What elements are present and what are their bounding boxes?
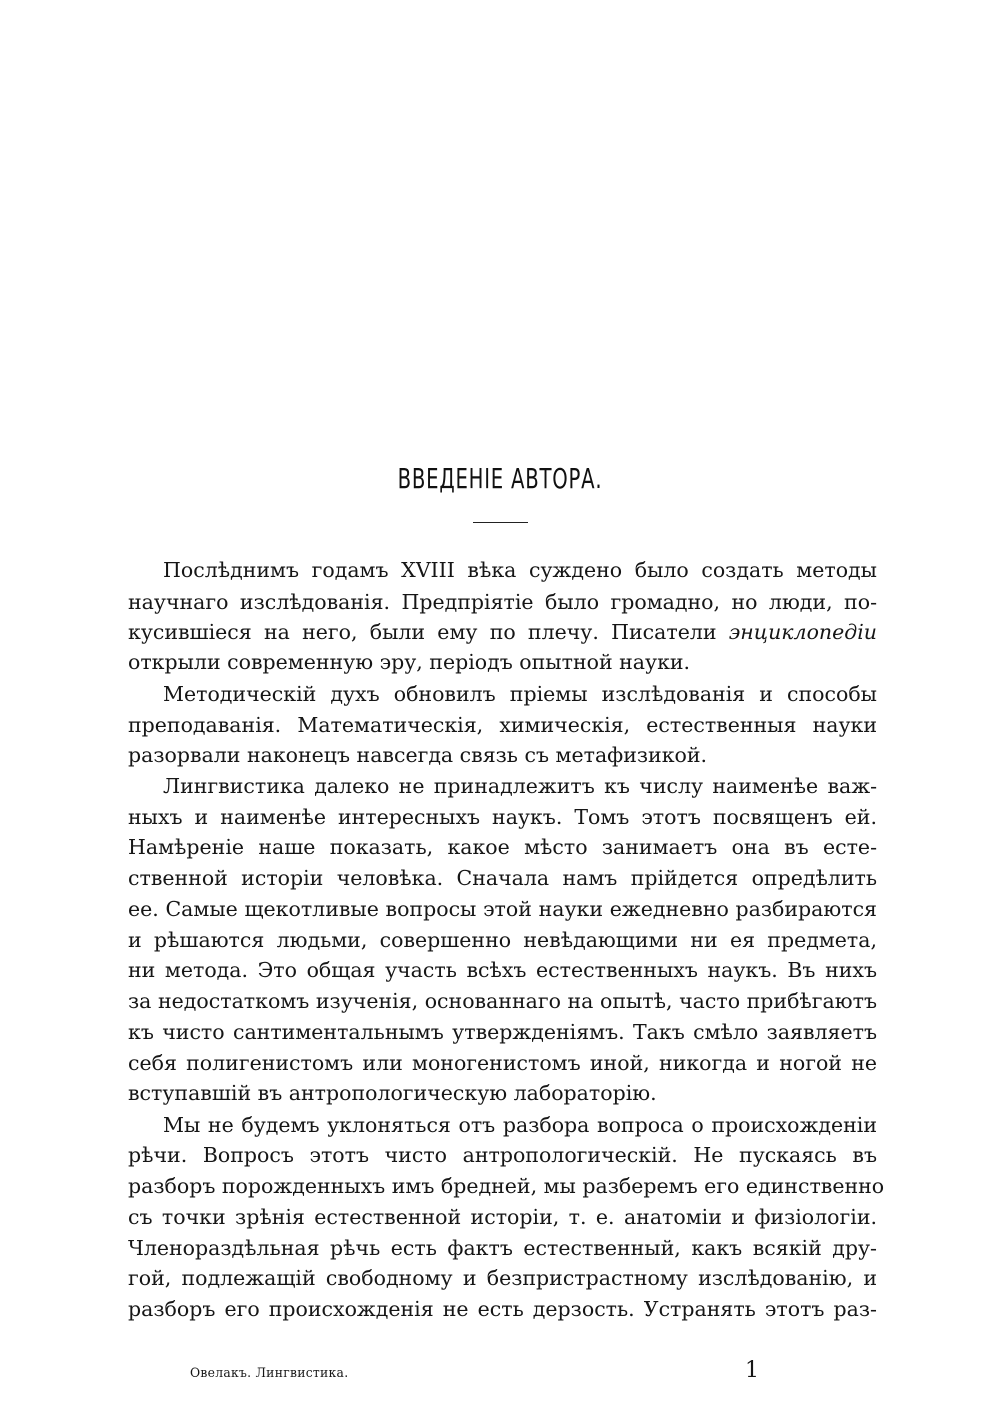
text-line: и рѣшаются людьми, совершенно невѣдающими ни ея предмета, — [128, 928, 877, 952]
page-number: 1 — [745, 1358, 759, 1383]
emphasized-word: энциклопедіи — [728, 620, 877, 644]
text-line: ныхъ и наименѣе интересныхъ наукъ. Томъ этотъ посвященъ ей. — [128, 805, 877, 829]
signature-mark: Овелакъ. Лингвистика. — [190, 1366, 349, 1381]
text-line-part: кусившіеся на него, были ему по плечу. Писатели — [128, 620, 729, 644]
text-line: себя полигенистомъ или моногенистомъ иной, никогда и ногой не — [128, 1051, 877, 1075]
text-line: ственной исторіи человѣка. Сначала намъ прійдется опредѣлить — [128, 866, 877, 890]
text-line: ее. Самые щекотливые вопросы этой науки ежедневно разбираются — [128, 897, 877, 921]
text-line: разборъ его происхожденія не есть дерзость. Устранять этотъ раз- — [128, 1297, 877, 1321]
text-line: съ точки зрѣнія естественной исторіи, т. е. анатоміи и физіологіи. — [128, 1205, 877, 1229]
text-line: къ чисто сантиментальнымъ утвержденіямъ. Такъ смѣло заявляетъ — [128, 1020, 877, 1044]
text-line: гой, подлежащій свободному и безпристрастному изслѣдованію, и — [128, 1266, 877, 1290]
text-line: разорвали наконецъ навсегда связь съ метафизикой. — [128, 743, 708, 767]
text-line: Членораздѣльная рѣчь есть фактъ естественный, какъ всякій дру- — [128, 1236, 877, 1260]
text-line: вступавшій въ антропологическую лабораторію. — [128, 1081, 657, 1105]
title-divider — [473, 522, 528, 523]
text-line: ни метода. Это общая участь всѣхъ естественныхъ наукъ. Въ нихъ — [128, 958, 877, 982]
text-line: Намѣреніе наше показать, какое мѣсто занимаетъ она въ есте- — [128, 835, 877, 859]
text-line: рѣчи. Вопросъ этотъ чисто антропологическій. Не пускаясь въ — [128, 1143, 877, 1167]
text-line: преподаванія. Математическія, химическія, естественныя науки — [128, 713, 877, 737]
text-line: Методическій духъ обновилъ пріемы изслѣдованія и способы — [163, 682, 877, 706]
text-line: за недостаткомъ изученія, основаннаго на опытѣ, часто прибѣгаютъ — [128, 989, 877, 1013]
text-line: Мы не будемъ уклоняться отъ разбора вопроса о происхожденіи — [163, 1113, 877, 1137]
chapter-title: ВВЕДЕНІЕ АВТОРА. — [397, 462, 603, 495]
text-line: Послѣднимъ годамъ XVIII вѣка суждено было создать методы — [163, 558, 877, 582]
text-line: открыли современную эру, періодъ опытной науки. — [128, 650, 691, 674]
text-line: научнаго изслѣдованія. Предпріятіе было громадно, но люди, по- — [128, 590, 877, 614]
text-line — [128, 618, 877, 646]
text-line: разборъ порожденныхъ имъ бредней, мы разберемъ его единственно — [128, 1174, 885, 1198]
text-line: Лингвистика далеко не принадлежитъ къ числу наименѣе важ- — [163, 774, 877, 798]
